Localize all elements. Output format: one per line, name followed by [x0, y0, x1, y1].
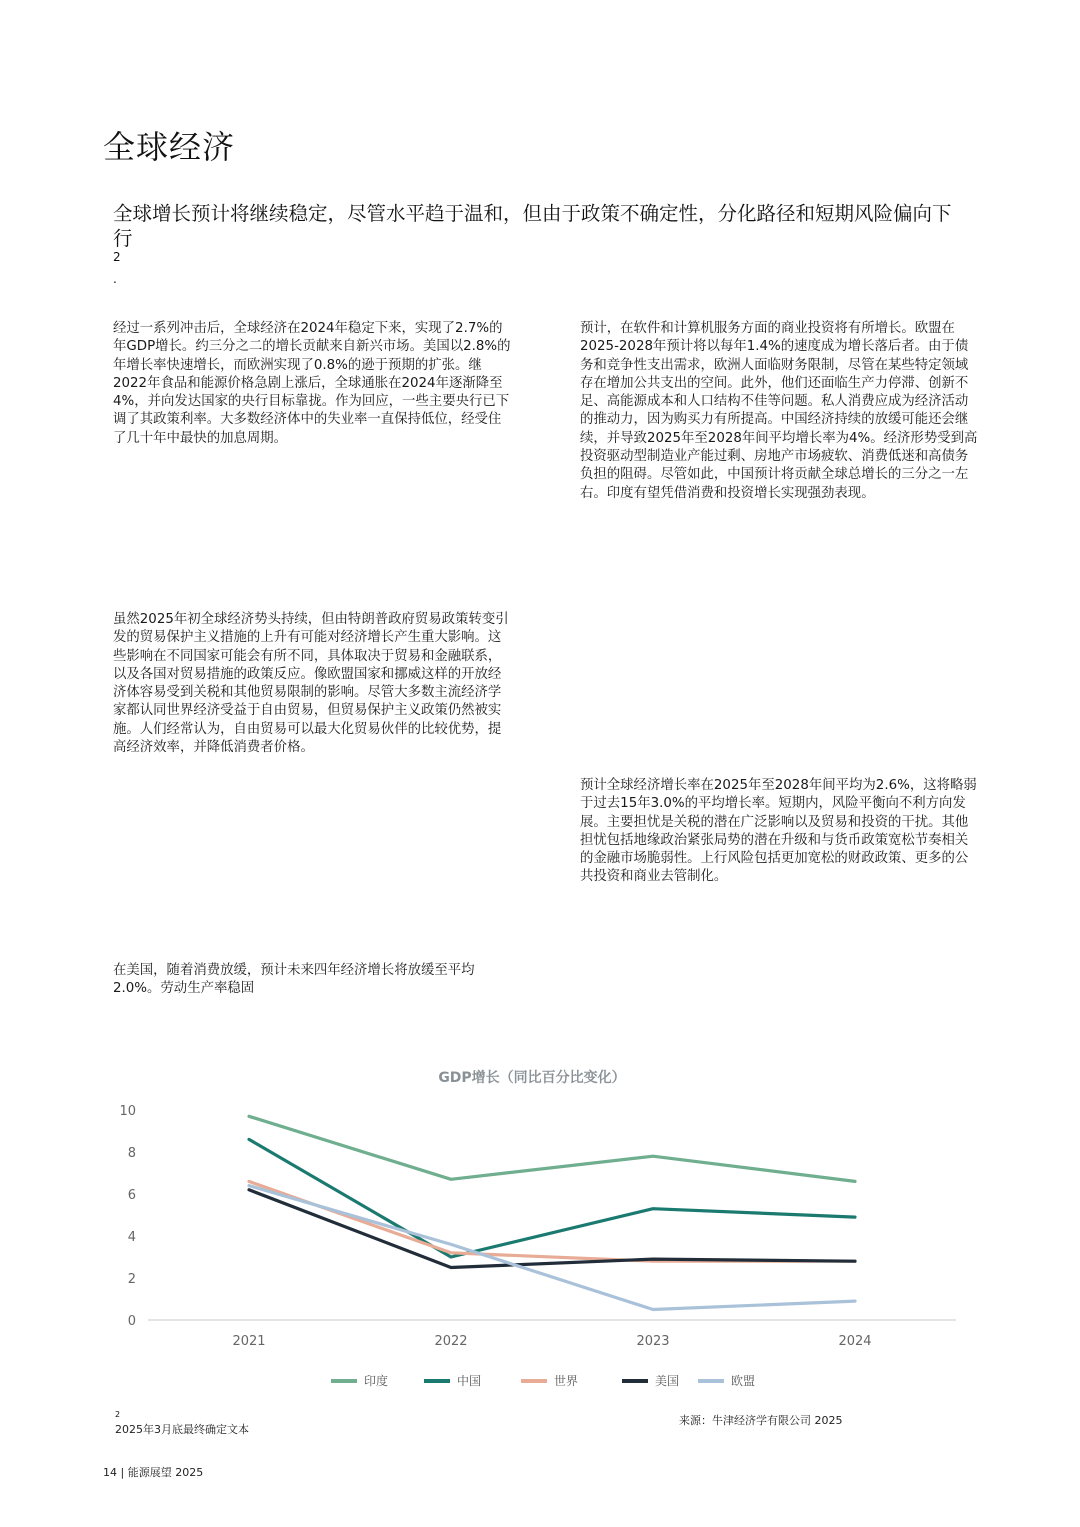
- chart-title: GDP增长（同比百分比变化）: [438, 1070, 626, 1086]
- paragraph-growth-forecast-risks: 预计全球经济增长率在2025年至2028年间平均为2.6%，这将略弱于过去15年3.0%的平均增长率。短期内，风险平衡向不利方向发展。主要担忧是关税的潜在广泛影响以及贸易和投资的干扰。其他担忧包括地缘政治紧张局势的潜在升级和与货币政策宽松节奏相关的金融市场脆弱性。上行风险包括更加宽松的财政政策、更多的公共投资和商业去管制化。: [580, 778, 977, 885]
- legend-item: [331, 1373, 388, 1388]
- x-tick-label: 2021: [232, 1334, 266, 1349]
- footnote-marker: 2: [113, 250, 121, 264]
- y-tick-label: 4: [127, 1230, 136, 1245]
- page-footer: 14 | 能源展望 2025: [103, 1466, 204, 1479]
- x-tick-label: 2022: [434, 1334, 468, 1349]
- y-tick-label: 10: [119, 1104, 136, 1119]
- section-subtitle: 全球增长预计将继续稳定，尽管水平趋于温和，但由于政策不确定性，分化路径和短期风险偏向下行: [113, 202, 952, 250]
- y-tick-label: 0: [127, 1314, 136, 1329]
- legend-label: 美国: [655, 1374, 680, 1388]
- paragraph-global-stabilization: 经过一系列冲击后，全球经济在2024年稳定下来，实现了2.7%的年GDP增长。约三分之二的增长贡献来自新兴市场。美国以2.8%的年增长率快速增长，而欧洲实现了0.8%的逊于预期的扩张。继2022年食品和能源价格急剧上涨后，全球通胀在2024年逐渐降至4%，并向发达国家的央行目标靠拢。作为回应，一些主要央行已下调了其政策利率。大多数经济体中的失业率一直保持低位，经受住了几十年中最快的加息周期。: [113, 321, 511, 446]
- legend-label: 世界: [554, 1374, 579, 1388]
- paragraph-trade-protectionism: 虽然2025年初全球经济势头持续，但由特朗普政府贸易政策转变引发的贸易保护主义措施的上升有可能对经济增长产生重大影响。这些影响在不同国家可能会有所不同，具体取决于贸易和金融联系，以及各国对贸易措施的政策反应。像欧盟国家和挪威这样的开放经济体容易受到关税和其他贸易限制的影响。尽管大多数主流经济学家都认同世界经济受益于自由贸易，但贸易保护主义政策仍然被实施。人们经常认为，自由贸易可以最大化贸易伙伴的比较优势，提高经济效率，并降低消费者价格。: [113, 612, 509, 756]
- series-line: [249, 1186, 855, 1310]
- legend-label: 中国: [457, 1374, 482, 1388]
- gdp-growth-chart: [108, 1060, 980, 1400]
- footnote-text: 2025年3月底最终确定文本: [115, 1423, 249, 1436]
- y-tick-label: 6: [127, 1188, 136, 1203]
- legend-item: [698, 1374, 755, 1388]
- series-line: [249, 1139, 855, 1257]
- x-tick-label: 2023: [636, 1334, 670, 1349]
- legend-item: [622, 1374, 679, 1388]
- legend-item: [424, 1373, 481, 1388]
- y-tick-label: 2: [127, 1272, 136, 1287]
- page-title: 全球经济: [103, 128, 236, 166]
- footnote-reference: 2: [115, 1410, 121, 1419]
- legend-label: 欧盟: [731, 1374, 756, 1388]
- footnote-dot: .: [113, 272, 117, 286]
- y-tick-label: 8: [127, 1146, 136, 1161]
- paragraph-us-outlook: 在美国，随着消费放缓，预计未来四年经济增长将放缓至平均2.0%。劳动生产率稳固: [113, 963, 475, 997]
- legend-item: [521, 1373, 578, 1388]
- x-tick-label: 2024: [838, 1334, 872, 1349]
- paragraph-eu-china-outlook: 预计，在软件和计算机服务方面的商业投资将有所增长。欧盟在2025-2028年预计将以每年1.4%的速度成为增长落后者。由于债务和竞争性支出需求，欧洲人面临财务限制，尽管在某些特定领域存在增加公共支出的空间。此外，他们还面临生产力停滞、创新不足、高能源成本和人口结构不佳等问题。私人消费应成为经济活动的推动力，因为购买力有所提高。中国经济持续的放缓可能还会继续，并导致2025年至2028年间平均增长率为4%。经济形势受到高投资驱动型制造业产能过剩、房地产市场疲软、消费低迷和高债务负担的阻碍。尽管如此，中国预计将贡献全球总增长的三分之一左右。印度有望凭借消费和投资增长实现强劲表现。: [580, 321, 978, 501]
- chart-source: 来源：牛津经济学有限公司 2025: [679, 1414, 843, 1427]
- legend-label: 印度: [364, 1374, 389, 1388]
- series-line: [249, 1116, 855, 1181]
